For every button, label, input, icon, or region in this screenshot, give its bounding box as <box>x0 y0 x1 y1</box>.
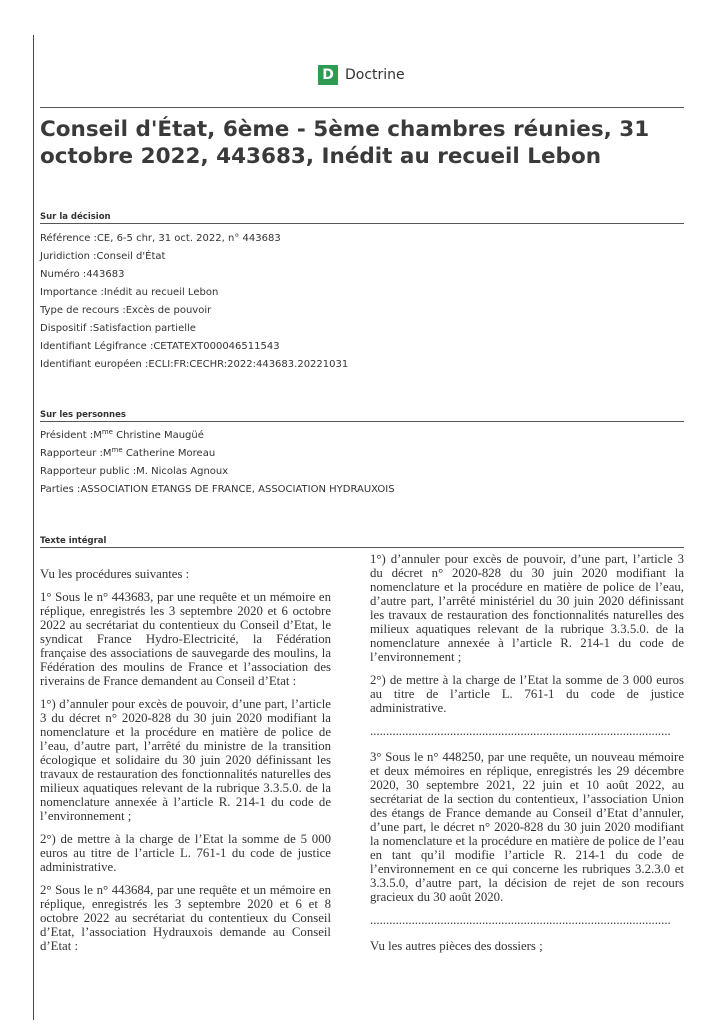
field-label: Dispositif : <box>40 323 93 334</box>
field-label: Rapporteur : <box>40 448 103 459</box>
ellipsis-separator: .............................................................................................. <box>370 724 671 738</box>
page-title: Conseil d'État, 6ème - 5ème chambres réunies, 31 octobre 2022, 443683, Inédit au recueil Lebon <box>40 117 650 169</box>
field-label: Rapporteur public : <box>40 466 137 477</box>
paragraph: Vu les autres pièces des dossiers ; <box>370 939 543 953</box>
field-value: Catherine Moreau <box>122 448 216 459</box>
field-label: Juridiction : <box>40 251 97 262</box>
honorific: M <box>93 430 102 441</box>
field-value: CE, 6-5 chr, 31 oct. 2022, n° 443683 <box>96 233 281 244</box>
field-id-legifrance <box>40 338 684 356</box>
field-value: CETATEXT000046511543 <box>153 341 280 352</box>
field-juridiction <box>40 248 684 266</box>
field-reference <box>40 230 684 248</box>
margin-rule <box>33 35 34 1020</box>
field-id-europeen <box>40 356 684 374</box>
field-value: Conseil d'État <box>96 251 166 262</box>
honorific-sup: me <box>101 428 113 436</box>
field-parties <box>40 481 684 499</box>
paragraph: 1°) d’annuler pour excès de pouvoir, d’une part, l’article 3 du décret n° 2020-828 du 30 juin 2020 modifiant la nomenclature et la procédure en matière de police de l’eau, d’autre part, l’arrêté ministériel du 30 juin 2020 définissant les travaux de restauration des fonctionnalités naturelles des milieux aquatiques relevant de la rubrique 3.3.5.0. de la nomenclature annexée à l’article R. 214-1 du code de l’environnement ; <box>370 552 684 664</box>
field-label: Référence : <box>40 233 97 244</box>
doctrine-logo <box>318 64 405 86</box>
doctrine-logo-name: Doctrine <box>345 67 405 83</box>
paragraph: 2°) de mettre à la charge de l’Etat la somme de 3 000 euros au titre de l’article L. 761-1 du code de justice administrative. <box>370 673 684 715</box>
paragraph: 2°) de mettre à la charge de l’Etat la somme de 5 000 euros au titre de l’article L. 761-1 du code de justice administrative. <box>40 832 331 874</box>
field-value: M. Nicolas Agnoux <box>136 466 229 477</box>
field-value: ECLI:FR:CECHR:2022:443683.20221031 <box>148 359 349 370</box>
field-value: Satisfaction partielle <box>92 323 196 334</box>
honorific-sup: me <box>111 446 123 454</box>
paragraph: Vu les procédures suivantes : <box>40 567 190 581</box>
field-dispositif <box>40 320 684 338</box>
text-column-right <box>370 552 684 962</box>
field-label: Parties : <box>40 484 81 495</box>
field-rapporteur-public <box>40 463 684 481</box>
field-value: Excès de pouvoir <box>125 305 212 316</box>
field-rapporteur <box>40 445 684 463</box>
header-divider <box>40 107 684 108</box>
field-president <box>40 427 684 445</box>
doctrine-logo-icon: D <box>318 65 338 85</box>
field-label: Identifiant Légifrance : <box>40 341 154 352</box>
paragraph: 2° Sous le n° 443684, par une requête et un mémoire en réplique, enregistrés les 3 septembre 2020 et 6 et 8 octobre 2022 au secrétariat du contentieux du Conseil d’Etat, l’association Hydrauxois demande au Conseil d’Etat : <box>40 883 331 953</box>
decision-fields <box>40 230 684 374</box>
field-type-recours <box>40 302 684 320</box>
paragraph: 1°) d’annuler pour excès de pouvoir, d’une part, l’article 3 du décret n° 2020-828 du 30 juin 2020 modifiant la nomenclature et la procédure en matière de police de l’eau, d’autre part, l’arrêté du ministre de la transition écologique et solidaire du 30 juin 2020 définissant les travaux de restauration des fonctionnalités naturelles des milieux aquatiques relevant de la rubrique 3.3.5.0. de la nomenclature annexée à l’article R. 214-1 du code de l’environnement ; <box>40 697 331 823</box>
field-importance <box>40 284 684 302</box>
field-label: Président : <box>40 430 94 441</box>
field-value: ASSOCIATION ETANGS DE FRANCE, ASSOCIATION HYDRAUXOIS <box>80 484 395 495</box>
paragraph: 3° Sous le n° 448250, par une requête, un nouveau mémoire et deux mémoires en réplique, enregistrés les 29 décembre 2020, 30 septembre 2021, 22 juin et 10 août 2022, au secrétariat de la section du contentieux, l’association Union des étangs de France demande au Conseil d’Etat d’annuler, d’une part, le décret n° 2020-828 du 30 juin 2020 modifiant la nomenclature et la procédure en matière de police de l’eau en tant qu’il modifie l’article R. 214-1 du code de l’environnement en ce qui concerne les rubriques 3.2.3.0 et 3.3.5.0, d’autre part, la décision de rejet de son recours gracieux du 30 août 2020. <box>370 750 684 904</box>
text-column-left <box>40 567 331 962</box>
section-heading-texte: Texte intégral <box>40 535 684 548</box>
field-numero <box>40 266 684 284</box>
section-heading-decision: Sur la décision <box>40 211 684 224</box>
paragraph: 1° Sous le n° 443683, par une requête et un mémoire en réplique, enregistrés les 3 septembre 2020 et 6 octobre 2022 au secrétariat du contentieux du Conseil d’Etat, le syndicat France Hydro-Electricité, la Fédération française des associations de sauvegarde des moulins, la Fédération des moulins de France et l’association des riverains de France demandent au Conseil d’Etat : <box>40 590 331 688</box>
field-value: 443683 <box>86 269 125 280</box>
section-heading-personnes: Sur les personnes <box>40 409 684 422</box>
field-value: Christine Maugüé <box>112 430 204 441</box>
ellipsis-separator: .............................................................................................. <box>370 913 671 927</box>
field-label: Identifiant européen : <box>40 359 149 370</box>
honorific: M <box>102 448 112 459</box>
field-value: Inédit au recueil Lebon <box>103 287 219 298</box>
field-label: Numéro : <box>40 269 87 280</box>
field-label: Importance : <box>40 287 104 298</box>
field-label: Type de recours : <box>40 305 126 316</box>
personnes-fields <box>40 427 684 499</box>
